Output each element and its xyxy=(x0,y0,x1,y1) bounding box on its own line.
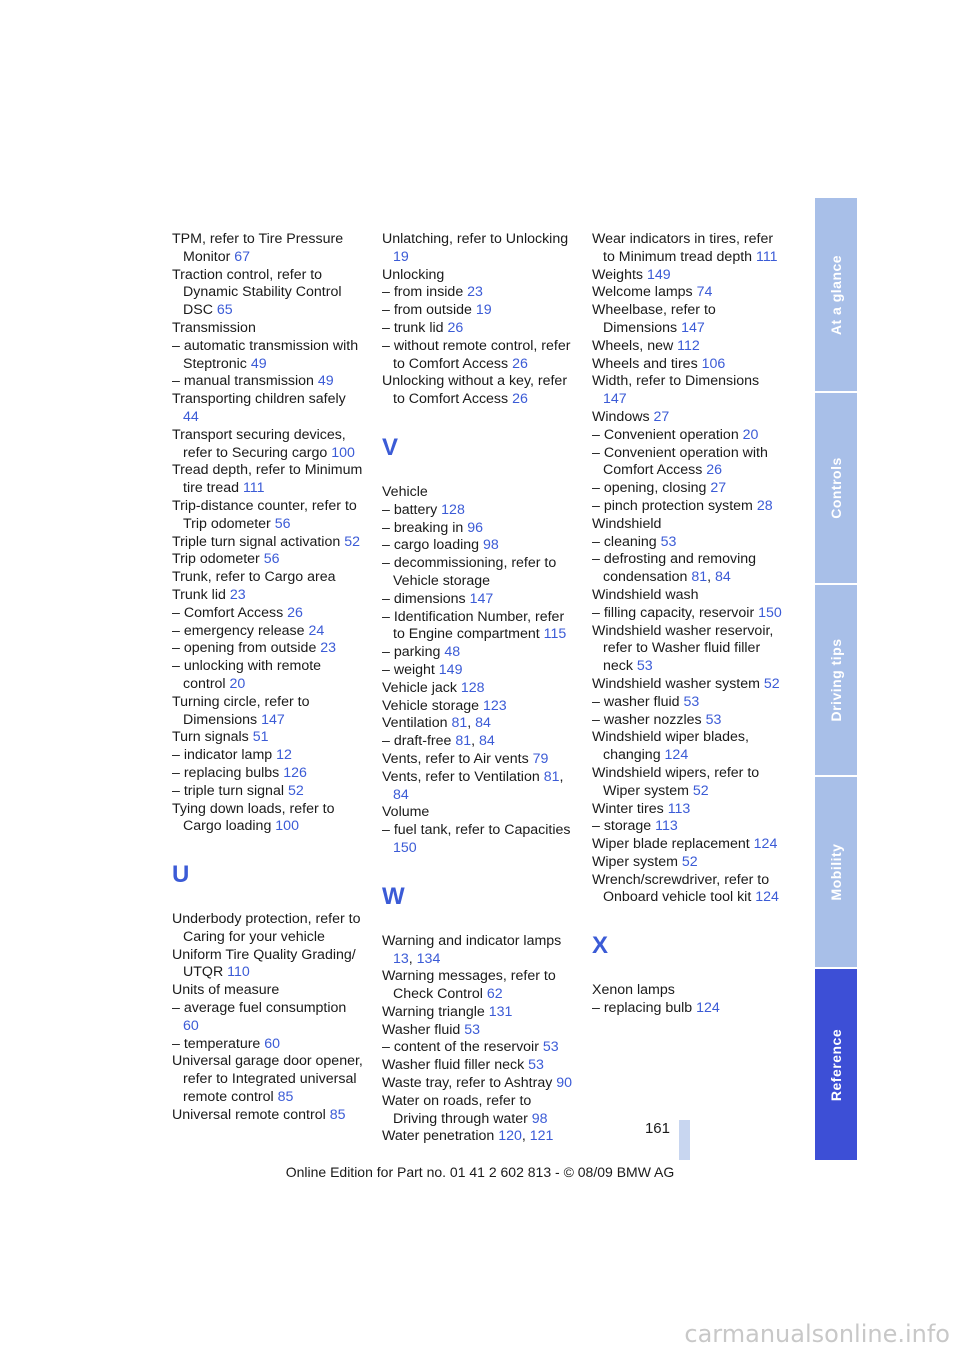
index-term: – breaking in xyxy=(382,519,464,536)
page-ref-link[interactable]: 100 xyxy=(331,444,355,461)
page-ref-link[interactable]: 56 xyxy=(263,551,280,568)
index-term: Unlocking xyxy=(382,266,445,283)
index-term: Winter tires xyxy=(592,800,664,817)
index-column-2 xyxy=(382,231,574,1146)
index-term: – storage xyxy=(592,818,652,835)
page-ref-link[interactable]: 26 xyxy=(512,391,528,408)
index-entry xyxy=(592,1000,784,1018)
index-entry xyxy=(382,662,574,680)
index-entry xyxy=(172,320,364,338)
page-ref-link[interactable]: 124 xyxy=(664,747,689,764)
index-term: Washer fluid filler neck xyxy=(382,1057,525,1074)
index-entry xyxy=(172,427,364,463)
index-term: – washer nozzles xyxy=(592,711,702,728)
index-entry xyxy=(592,409,784,427)
page-ref-link[interactable]: 113 xyxy=(655,818,678,835)
index-term: Traction control, refer to Dynamic Stability Control DSC xyxy=(172,266,342,319)
index-term: Vents, refer to Ventilation xyxy=(382,768,540,785)
index-term: – trunk lid xyxy=(382,319,444,336)
page-ref-link[interactable]: 12 xyxy=(276,747,292,764)
index-entry xyxy=(172,498,364,534)
index-term: – from outside xyxy=(382,302,472,319)
page-ref-link[interactable]: 20 xyxy=(742,426,759,443)
index-term: Windshield wash xyxy=(592,586,699,603)
index-entry xyxy=(172,231,364,267)
page-ref-link[interactable]: 85 xyxy=(329,1106,346,1123)
index-term: – battery xyxy=(382,501,438,518)
index-term: Ventilation xyxy=(382,715,448,732)
index-term: Warning messages, refer to Check Control xyxy=(382,968,556,1003)
page-ref-link[interactable]: 81 xyxy=(691,569,708,586)
page-ref-link[interactable]: 128 xyxy=(460,679,485,696)
page-ref-link[interactable]: 23 xyxy=(320,640,337,657)
index-entry xyxy=(592,516,784,534)
index-term: Turn signals xyxy=(172,729,249,746)
index-term: – weight xyxy=(382,661,435,678)
index-entry xyxy=(592,427,784,445)
index-term: – draft-free xyxy=(382,733,452,750)
page-ref-link[interactable]: 23 xyxy=(467,284,483,301)
index-term: Trunk, refer to Cargo area xyxy=(172,569,336,586)
page-ref-link[interactable]: 85 xyxy=(277,1089,294,1106)
index-term: Tread depth, refer to Minimum tire tread xyxy=(172,462,363,497)
index-term: Windshield wiper blades, changing xyxy=(592,729,749,764)
page-ref-link[interactable]: 53 xyxy=(660,533,677,550)
section-tabs xyxy=(815,198,857,1160)
index-entry xyxy=(172,658,364,694)
index-term: Washer fluid xyxy=(382,1021,461,1038)
page-ref-link[interactable]: 147 xyxy=(681,319,705,336)
index-term: Volume xyxy=(382,804,430,821)
index-entry xyxy=(592,267,784,285)
section-letter: X xyxy=(592,932,609,960)
index-term: – replacing bulbs xyxy=(172,764,280,781)
page-ref-link[interactable]: 53 xyxy=(464,1021,481,1038)
index-term: – dimensions xyxy=(382,590,466,607)
page-ref-link[interactable]: 60 xyxy=(183,1017,199,1034)
index-entry xyxy=(382,231,574,267)
index-entry xyxy=(592,623,784,676)
index-entry xyxy=(172,267,364,320)
page-ref-link[interactable]: 52 xyxy=(344,533,360,550)
page-ref-link[interactable]: 65 xyxy=(216,302,233,319)
page-ref-link[interactable]: 53 xyxy=(528,1057,544,1074)
page-ref-link[interactable]: 49 xyxy=(250,355,267,372)
index-term: – cargo loading xyxy=(382,537,480,554)
index-entry xyxy=(382,320,574,338)
index-entry xyxy=(382,484,574,502)
index-term: – average fuel consumption xyxy=(172,1000,347,1017)
index-term: Wheels, new xyxy=(592,337,674,354)
page-ref-link[interactable]: 27 xyxy=(710,480,727,497)
index-term: Warning and indicator lamps xyxy=(382,932,562,949)
page-ref-link[interactable]: 113 xyxy=(667,800,691,817)
page-ref-link[interactable]: 53 xyxy=(636,658,653,675)
index-column-1 xyxy=(172,231,364,1125)
index-entry xyxy=(172,462,364,498)
page-ref-link[interactable]: 96 xyxy=(467,519,483,536)
page-ref-link[interactable]: 106 xyxy=(701,355,726,372)
index-entry xyxy=(382,1022,574,1040)
index-term: Vents, refer to Air vents xyxy=(382,750,529,767)
page-ref-link[interactable]: 81 xyxy=(543,768,560,785)
index-term: Transporting children safely xyxy=(172,391,346,408)
index-term: Transmission xyxy=(172,319,256,336)
index-term: – opening from outside xyxy=(172,640,317,657)
page-ref-link[interactable]: 26 xyxy=(447,319,464,336)
index-entry xyxy=(592,836,784,854)
index-term: – emergency release xyxy=(172,622,305,639)
section-letter: U xyxy=(172,861,190,889)
page-ref-link[interactable]: 51 xyxy=(252,729,269,746)
index-term: Width, refer to Dimensions xyxy=(592,373,760,390)
index-entry xyxy=(172,747,364,765)
index-entry xyxy=(592,729,784,765)
index-term: Wiper system xyxy=(592,853,678,870)
page-ref-link[interactable]: 74 xyxy=(696,284,713,301)
tab-reference[interactable] xyxy=(815,969,857,1160)
index-entry xyxy=(172,605,364,623)
index-term: – content of the reservoir xyxy=(382,1039,539,1056)
page-ref-link[interactable]: 131 xyxy=(488,1003,513,1020)
tab-label: Driving tips xyxy=(828,638,844,722)
index-entry xyxy=(592,231,784,267)
index-entry xyxy=(172,551,364,569)
watermark: carmanualsonline.info xyxy=(684,1320,950,1348)
index-term: Waste tray, refer to Ashtray xyxy=(382,1075,553,1092)
index-term: – filling capacity, reservoir xyxy=(592,604,755,621)
index-term: – automatic transmission with Steptronic xyxy=(172,337,359,372)
index-entry xyxy=(592,284,784,302)
page-ref-link[interactable]: 56 xyxy=(274,515,291,532)
index-entry xyxy=(382,267,574,285)
page-ref-link[interactable]: 134 xyxy=(416,950,441,967)
index-entry xyxy=(172,765,364,783)
index-term: TPM, refer to Tire Pressure Monitor xyxy=(172,231,344,265)
index-term: Trip odometer xyxy=(172,551,260,568)
tab-label: At a glance xyxy=(828,254,844,335)
page-ref-link[interactable]: 81 xyxy=(451,715,468,732)
index-term: – decommissioning, refer to Vehicle storage xyxy=(382,555,557,589)
index-term: – unlocking with remote control xyxy=(172,658,322,692)
page-ref-link[interactable]: 20 xyxy=(229,675,246,692)
index-entry xyxy=(382,804,574,822)
index-entry: – draft-free 81, 84 xyxy=(382,733,495,750)
index-term: Unlocking without a key, refer to Comfort Access xyxy=(382,373,568,408)
index-entry xyxy=(172,587,364,605)
page-ref-link[interactable]: 147 xyxy=(469,590,494,607)
index-term: Vehicle storage xyxy=(382,697,480,714)
index-column-3 xyxy=(592,231,784,1018)
index-entry xyxy=(382,1093,574,1129)
index-entry xyxy=(592,498,784,516)
index-term: Wiper blade replacement xyxy=(592,836,750,853)
index-term: Trip-distance counter, refer to Trip odometer xyxy=(172,497,357,532)
index-entry xyxy=(172,729,364,747)
index-entry xyxy=(172,1053,364,1106)
index-entry xyxy=(382,1057,574,1075)
page-ref-link[interactable]: 112 xyxy=(677,337,700,354)
index-entry xyxy=(592,712,784,730)
tab-mobility[interactable] xyxy=(815,777,857,967)
page-ref-link[interactable]: 60 xyxy=(264,1035,281,1052)
page-ref-link[interactable]: 111 xyxy=(756,248,778,265)
index-term: – opening, closing xyxy=(592,480,707,497)
index-term: Windshield wipers, refer to Wiper system xyxy=(592,764,760,799)
tab-at-a-glance[interactable] xyxy=(815,198,857,391)
page-ref-link[interactable]: 62 xyxy=(486,986,503,1003)
page-ref-link[interactable]: 150 xyxy=(758,604,782,621)
index-entry xyxy=(592,872,784,908)
index-entry xyxy=(382,751,574,769)
page-ref-link[interactable]: 27 xyxy=(653,408,670,425)
page-ref-link[interactable]: 19 xyxy=(393,248,409,265)
page-ref-link[interactable]: 49 xyxy=(317,373,334,390)
page-ref-link[interactable]: 100 xyxy=(275,818,299,835)
index-entry xyxy=(592,605,784,623)
index-entry xyxy=(592,534,784,552)
index-term: Xenon lamps xyxy=(592,982,675,999)
tab-label: Reference xyxy=(828,1028,844,1101)
page-ref-link[interactable]: 120 xyxy=(498,1128,522,1145)
index-term: – Convenient operation xyxy=(592,426,739,443)
page-ref-link[interactable]: 147 xyxy=(603,391,627,408)
page-ref-link[interactable]: 26 xyxy=(706,462,723,479)
index-entry xyxy=(382,822,574,858)
index-entry xyxy=(172,982,364,1000)
index-entry xyxy=(172,783,364,801)
index-term: – parking xyxy=(382,644,441,661)
index-term: – cleaning xyxy=(592,533,657,550)
index-entry xyxy=(172,947,364,983)
page-ref-link[interactable]: 53 xyxy=(705,711,722,728)
page-ref-link[interactable]: 149 xyxy=(438,661,463,678)
index-entry xyxy=(172,640,364,658)
index-entry xyxy=(592,445,784,481)
index-entry xyxy=(592,338,784,356)
index-entry xyxy=(592,765,784,801)
index-term: – temperature xyxy=(172,1035,261,1052)
index-entry xyxy=(382,1004,574,1022)
index-entry xyxy=(172,694,364,730)
index-entry: – defrosting and removing condensation 81, 84 xyxy=(592,551,757,586)
index-entry xyxy=(382,698,574,716)
page-ref-link[interactable]: 115 xyxy=(543,626,567,643)
index-entry xyxy=(172,801,364,837)
index-term: Warning triangle xyxy=(382,1003,485,1020)
index-entry xyxy=(172,338,364,374)
index-entry xyxy=(382,373,574,409)
index-term: Triple turn signal activation xyxy=(172,533,341,550)
index-entry xyxy=(172,1107,364,1125)
index-entry xyxy=(172,1036,364,1054)
page-ref-link[interactable]: 53 xyxy=(683,693,700,710)
index-term: – pinch protection system xyxy=(592,497,753,514)
index-term: Unlatching, refer to Unlocking xyxy=(382,231,569,247)
index-term: Windshield washer system xyxy=(592,675,760,692)
index-entry xyxy=(592,854,784,872)
index-term: Universal garage door opener, refer to Integrated universal remote control xyxy=(172,1053,363,1106)
index-term: – washer fluid xyxy=(592,693,680,710)
index-entry xyxy=(382,1039,574,1057)
index-term: Vehicle jack xyxy=(382,679,457,696)
page-ref-link[interactable]: 52 xyxy=(287,782,304,799)
index-entry xyxy=(592,587,784,605)
index-entry xyxy=(382,520,574,538)
tab-controls[interactable] xyxy=(815,393,857,583)
index-entry xyxy=(592,676,784,694)
index-entry xyxy=(382,644,574,662)
page-ref-link[interactable]: 52 xyxy=(681,853,698,870)
index-entry: Water penetration 120, 121 xyxy=(382,1128,554,1145)
index-term: – Comfort Access xyxy=(172,604,284,621)
index-term: Tying down loads, refer to Cargo loading xyxy=(172,800,335,835)
index-term: Water penetration xyxy=(382,1128,495,1145)
index-term: – Identification Number, refer to Engine compartment xyxy=(382,608,565,643)
tab-driving-tips[interactable] xyxy=(815,585,857,775)
page-ref-link[interactable]: 84 xyxy=(475,715,491,732)
page-ref-link[interactable]: 28 xyxy=(756,497,773,514)
page-ref-link[interactable]: 149 xyxy=(646,266,671,283)
index-entry xyxy=(382,1075,574,1093)
index-entry: Ventilation 81, 84 xyxy=(382,715,491,732)
page-ref-link[interactable]: 19 xyxy=(475,302,492,319)
index-term: – defrosting and removing condensation xyxy=(592,551,757,586)
index-entry xyxy=(592,356,784,374)
page-ref-link[interactable]: 123 xyxy=(482,697,507,714)
index-entry xyxy=(382,502,574,520)
index-term: – triple turn signal xyxy=(172,782,284,799)
index-entry xyxy=(382,609,574,645)
index-entry: Warning and indicator lamps 13, 134 xyxy=(382,932,562,967)
index-entry xyxy=(382,537,574,555)
index-term: Windshield xyxy=(592,515,662,532)
index-entry xyxy=(172,373,364,391)
page-ref-link[interactable]: 44 xyxy=(183,408,199,425)
index-entry xyxy=(172,911,364,947)
page-ref-link[interactable]: 26 xyxy=(512,355,528,372)
page-ref-link[interactable]: 26 xyxy=(287,604,303,621)
index-entry xyxy=(382,680,574,698)
index-term: Welcome lamps xyxy=(592,284,693,301)
page-ref-link[interactable]: 52 xyxy=(763,675,780,692)
index-entry xyxy=(592,373,784,409)
index-entry xyxy=(172,623,364,641)
page-ref-link[interactable]: 84 xyxy=(393,786,409,803)
index-entry xyxy=(592,801,784,819)
index-entry xyxy=(592,818,784,836)
page-number-bar xyxy=(679,1120,690,1160)
section-letter: W xyxy=(382,882,405,910)
index-entry xyxy=(382,338,574,374)
page-ref-link[interactable]: 124 xyxy=(696,1000,720,1017)
tab-label: Mobility xyxy=(828,843,844,901)
index-entry xyxy=(592,480,784,498)
index-term: Turning circle, refer to Dimensions xyxy=(172,693,310,728)
index-entry xyxy=(592,694,784,712)
page-ref-link[interactable]: 98 xyxy=(531,1110,548,1127)
index-entry xyxy=(382,555,574,591)
index-term: Transport securing devices, refer to Securing cargo xyxy=(172,426,346,461)
index-term: Uniform Tire Quality Grading/ UTQR xyxy=(172,946,356,981)
index-term: Wear indicators in tires, refer to Minimum tread depth xyxy=(592,231,774,265)
page-ref-link[interactable]: 147 xyxy=(261,711,285,728)
index-term: Underbody protection, refer to Caring for your vehicle xyxy=(172,911,361,945)
page-ref-link[interactable]: 24 xyxy=(308,622,325,639)
page-ref-link[interactable]: 67 xyxy=(234,248,251,265)
index-term: – Convenient operation with Comfort Access xyxy=(592,444,768,479)
index-entry xyxy=(592,982,784,1000)
page-ref-link[interactable]: 124 xyxy=(753,836,778,853)
tab-label: Controls xyxy=(828,457,844,519)
page-ref-link[interactable]: 48 xyxy=(444,644,461,661)
index-term: – manual transmission xyxy=(172,373,314,390)
page-ref-link[interactable]: 79 xyxy=(532,750,549,767)
index-term: – without remote control, refer to Comfort Access xyxy=(382,337,571,372)
page-ref-link[interactable]: 110 xyxy=(227,964,250,981)
page-ref-link[interactable]: 13 xyxy=(393,950,409,967)
page-ref-link[interactable]: 124 xyxy=(755,889,779,906)
index-term: Universal remote control xyxy=(172,1106,326,1123)
index-term: – fuel tank, refer to Capacities xyxy=(382,822,571,839)
page-number: 161 xyxy=(644,1120,670,1137)
index-term: Wheelbase, refer to Dimensions xyxy=(592,302,716,336)
page-ref-link[interactable]: 150 xyxy=(393,839,417,856)
index-entry xyxy=(382,302,574,320)
index-entry xyxy=(382,591,574,609)
index-entry xyxy=(172,569,364,587)
page-ref-link[interactable]: 126 xyxy=(283,764,307,781)
index-term: Windshield washer reservoir, refer to Washer fluid filler neck xyxy=(592,622,774,675)
page-ref-link[interactable]: 90 xyxy=(556,1075,573,1092)
page-ref-link[interactable]: 84 xyxy=(715,569,731,586)
index-entry xyxy=(172,534,364,552)
page-ref-link[interactable]: 98 xyxy=(482,537,499,554)
section-letter: V xyxy=(382,433,399,461)
index-term: Trunk lid xyxy=(172,586,226,603)
page-ref-link[interactable]: 128 xyxy=(441,501,465,518)
index-term: – indicator lamp xyxy=(172,747,273,764)
index-term: Units of measure xyxy=(172,982,280,999)
page-ref-link[interactable]: 52 xyxy=(692,782,709,799)
index-entry xyxy=(172,1000,364,1036)
index-entry xyxy=(172,391,364,427)
index-entry xyxy=(382,284,574,302)
page-ref-link[interactable]: 23 xyxy=(229,586,246,603)
index-entry: Vents, refer to Ventilation 81, 84 xyxy=(382,768,564,803)
page-ref-link[interactable]: 111 xyxy=(242,480,265,497)
index-term: – from inside xyxy=(382,284,464,301)
index-term: Vehicle xyxy=(382,483,428,500)
index-term: Weights xyxy=(592,266,643,283)
page-ref-link[interactable]: 53 xyxy=(542,1039,559,1056)
index-term: – replacing bulb xyxy=(592,1000,693,1017)
index-term: Windows xyxy=(592,408,650,425)
index-entry xyxy=(382,968,574,1004)
page-ref-link[interactable]: 84 xyxy=(479,733,495,750)
index-entry xyxy=(592,302,784,338)
page-ref-link[interactable]: 81 xyxy=(455,733,472,750)
index-term: Water on roads, refer to Driving through water xyxy=(382,1092,532,1127)
page-ref-link[interactable]: 121 xyxy=(529,1128,554,1145)
index-term: Wrench/screwdriver, refer to Onboard vehicle tool kit xyxy=(592,871,770,906)
index-term: Wheels and tires xyxy=(592,355,698,372)
footer-text: Online Edition for Part no. 01 41 2 602 813 - © 08/09 BMW AG xyxy=(285,1164,675,1180)
